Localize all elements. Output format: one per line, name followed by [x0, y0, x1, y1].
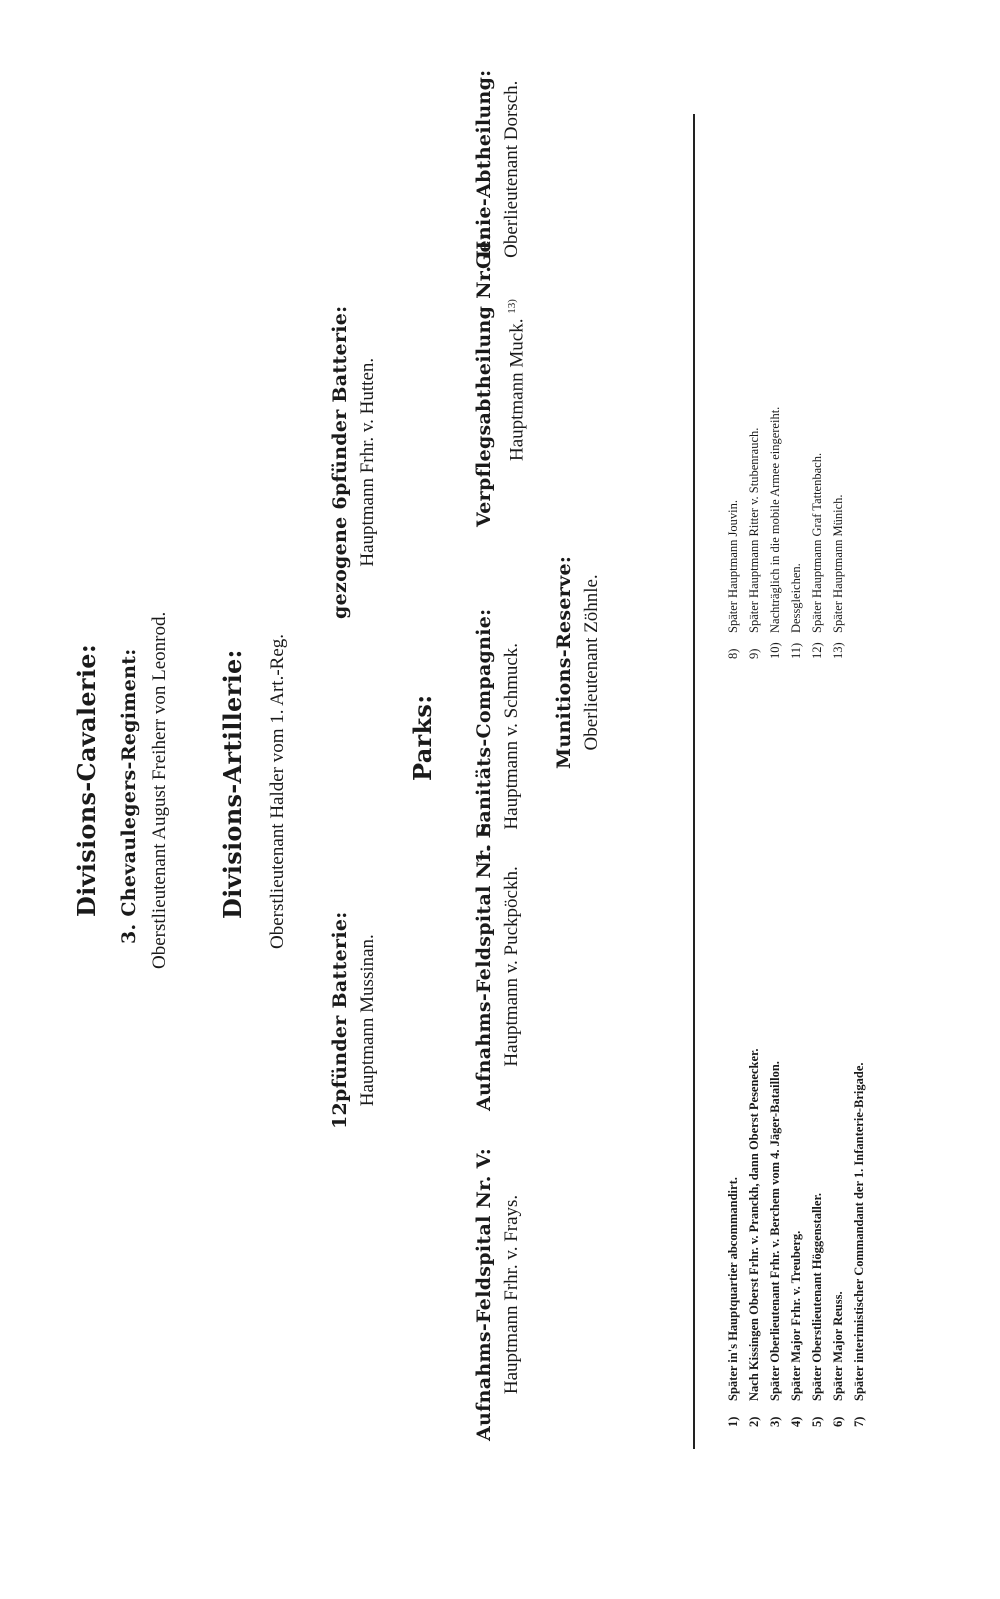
footnote: 10)Nachträglich in die mobile Armee eingereiht. [768, 406, 782, 659]
footnote: 9)Später Hauptmann Ritter v. Stubenrauch. [747, 427, 761, 659]
cavalry-commander: Oberstlieutenant August Freiherr von Leonrod. [149, 611, 170, 969]
footnote: 1)Später in's Hauptquartier abcommandirt. [726, 1177, 740, 1427]
verpflegsabtheilung: Verpflegsabtheilung Nr. II: Hauptmann Muck. $^{13)}$ [473, 233, 528, 527]
footnote: 12)Später Hauptmann Graf Tattenbach. [810, 452, 824, 659]
footnote: 13)Später Hauptmann Münich. [831, 494, 845, 659]
hospital-i: Aufnahms-Feldspital Nr. I: Hauptmann v. Puckpöckh. [473, 821, 522, 1111]
munitions-reserve: Munitions-Reserve: Oberlieutenant Zöhnle. [553, 555, 602, 769]
footnote: 7)Später interimistischer Commandant der 1. Infanterie-Brigade. [852, 1062, 866, 1427]
footnotes-right [723, 407, 849, 659]
cavalry-regiment: 3. Chevaulegers-Regiment: [118, 648, 140, 944]
footnote-ref: 13) [506, 299, 518, 314]
footnote: 3)Später Oberlieutenant Frhr. v. Berchem vom 4. Jäger-Bataillon. [768, 1061, 782, 1427]
battery-12pf: 12pfünder Batterie: Hauptmann Mussinan. [329, 911, 378, 1129]
artillery-commander: Oberstlieutenant Halder vom 1. Art.-Reg. [267, 633, 288, 949]
footnote: 2)Nach Kissingen Oberst Frhr. v. Pranckh, dann Oberst Pesenecker. [747, 1048, 761, 1427]
genie-abtheilung: Genie-Abtheilung: Oberlieutenant Dorsch. [473, 69, 522, 269]
cavalry-heading: Divisions-Cavalerie: [72, 644, 101, 917]
footnote: 5)Später Oberstlieutenant Höggenstaller. [810, 1193, 824, 1427]
footnote: 11)Dessgleichen. [789, 563, 803, 659]
footnote-divider [693, 114, 695, 1449]
footnote: 8)Später Hauptmann Jouvin. [726, 500, 740, 659]
artillery-heading: Divisions-Artillerie: [218, 649, 247, 919]
hospital-v: Aufnahms-Feldspital Nr. V: Hauptmann Frhr. v. Frays. [473, 1147, 522, 1441]
battery-6pf: gezogene 6pfünder Batterie: Hauptmann Frhr. v. Hutten. [329, 305, 378, 619]
footnote: 4)Später Major Frhr. v. Treuberg. [789, 1230, 803, 1427]
footnotes-left [723, 1048, 870, 1427]
footnote: 6)Später Major Reuss. [831, 1291, 845, 1427]
sanitaets-compagnie: 1. Sanitäts-Compagnie: Hauptmann v. Schmuck. [473, 608, 522, 864]
parks-heading: Parks: [408, 694, 437, 781]
